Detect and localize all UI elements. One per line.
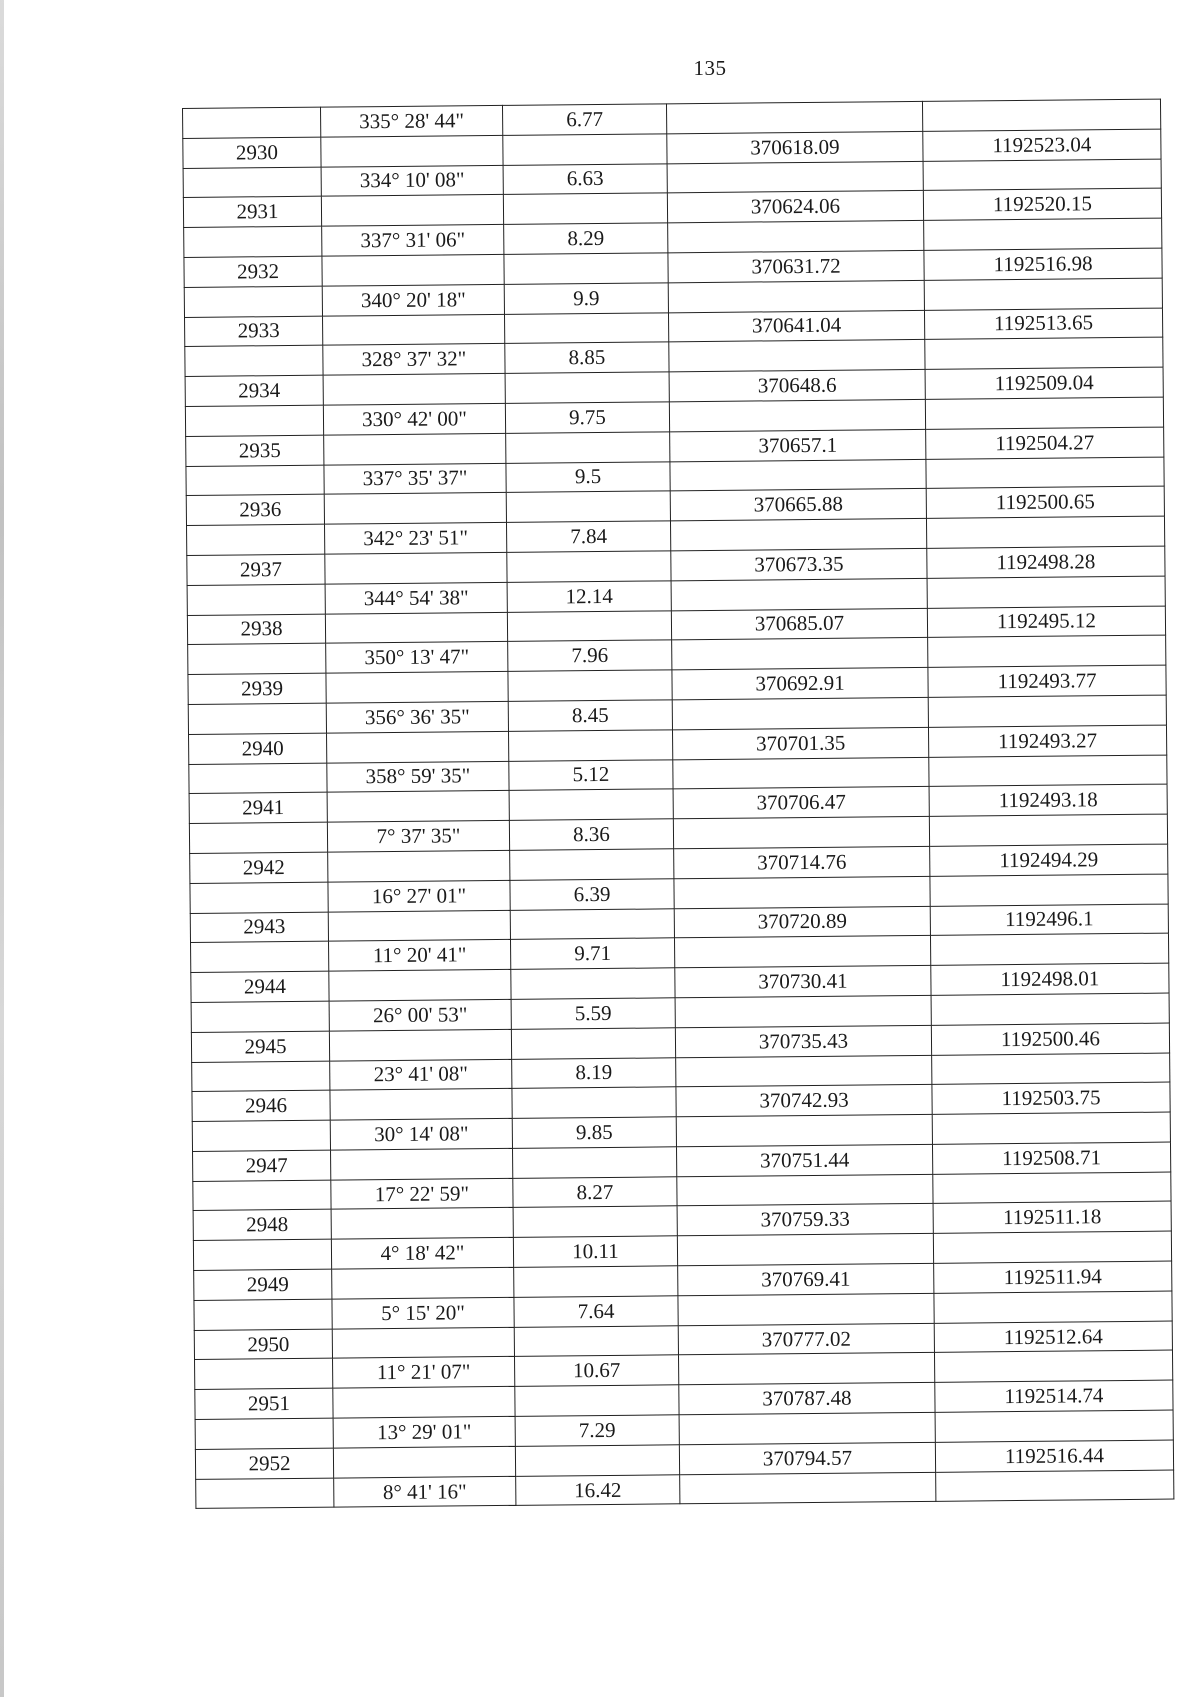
- bearing-cell: 23° 41' 08": [330, 1059, 512, 1091]
- northing-cell: 370730.41: [675, 965, 931, 997]
- bearing-cell: [323, 314, 505, 346]
- easting-cell: 1192520.15: [923, 188, 1161, 220]
- station-cell: [193, 1180, 331, 1211]
- station-cell: 2932: [184, 256, 322, 287]
- bearing-cell: 13° 29' 01": [333, 1416, 515, 1448]
- northing-cell: 370673.35: [671, 548, 927, 580]
- station-cell: 2937: [187, 554, 325, 585]
- station-cell: [189, 763, 327, 794]
- distance-cell: 8.19: [512, 1057, 676, 1088]
- easting-cell: [934, 1351, 1172, 1383]
- bearing-cell: [322, 254, 504, 286]
- table-body: [183, 99, 1174, 1509]
- station-cell: [191, 1001, 329, 1032]
- station-cell: [185, 346, 323, 377]
- bearing-cell: [324, 433, 506, 465]
- northing-cell: [671, 578, 927, 610]
- northing-cell: 370618.09: [667, 131, 923, 163]
- easting-cell: [928, 695, 1166, 727]
- distance-cell: 7.64: [514, 1296, 678, 1327]
- northing-cell: 370631.72: [668, 250, 924, 282]
- distance-cell: 8.85: [505, 342, 669, 373]
- northing-cell: [670, 459, 926, 491]
- distance-cell: [513, 1206, 677, 1237]
- station-cell: 2938: [187, 614, 325, 645]
- easting-cell: 1192523.04: [923, 129, 1161, 161]
- distance-cell: [508, 730, 672, 761]
- distance-cell: [508, 670, 672, 701]
- station-cell: 2933: [185, 316, 323, 347]
- distance-cell: [514, 1266, 678, 1297]
- northing-cell: [672, 638, 928, 670]
- station-cell: 2951: [195, 1388, 333, 1419]
- distance-cell: 9.75: [505, 402, 669, 433]
- distance-cell: [510, 849, 674, 880]
- station-cell: [193, 1239, 331, 1270]
- easting-cell: [930, 874, 1168, 906]
- northing-cell: 370685.07: [671, 608, 927, 640]
- station-cell: 2945: [191, 1031, 329, 1062]
- distance-cell: 8.36: [509, 819, 673, 850]
- bearing-cell: 30° 14' 08": [330, 1118, 512, 1150]
- easting-cell: [936, 1470, 1174, 1502]
- distance-cell: [515, 1445, 679, 1476]
- station-cell: [194, 1299, 332, 1330]
- scan-edge: [0, 0, 4, 1697]
- easting-cell: [925, 337, 1163, 369]
- station-cell: [188, 703, 326, 734]
- distance-cell: [511, 968, 675, 999]
- easting-cell: [924, 278, 1162, 310]
- northing-cell: 370714.76: [674, 846, 930, 878]
- station-cell: 2942: [190, 852, 328, 883]
- bearing-cell: [332, 1267, 514, 1299]
- northing-cell: [674, 876, 930, 908]
- distance-cell: 7.29: [515, 1415, 679, 1446]
- station-cell: [192, 1061, 330, 1092]
- station-cell: [188, 643, 326, 674]
- station-cell: [183, 167, 321, 198]
- bearing-cell: 337° 31' 06": [322, 225, 504, 257]
- bearing-cell: 8° 41' 16": [334, 1476, 516, 1508]
- bearing-cell: 7° 37' 35": [327, 821, 509, 853]
- distance-cell: 9.5: [506, 461, 670, 492]
- bearing-cell: [321, 195, 503, 227]
- bearing-cell: [327, 731, 509, 763]
- easting-cell: [924, 218, 1162, 250]
- easting-cell: [929, 755, 1167, 787]
- distance-cell: 9.85: [512, 1117, 676, 1148]
- northing-cell: 370657.1: [670, 429, 926, 461]
- easting-cell: [934, 1291, 1172, 1323]
- distance-cell: [505, 372, 669, 403]
- bearing-cell: [329, 1029, 511, 1061]
- easting-cell: 1192494.29: [930, 844, 1168, 876]
- northing-cell: [677, 1234, 933, 1266]
- distance-cell: [506, 432, 670, 463]
- distance-cell: [506, 491, 670, 522]
- northing-cell: [678, 1353, 934, 1385]
- bearing-cell: 11° 20' 41": [329, 940, 511, 972]
- bearing-cell: [332, 1327, 514, 1359]
- station-cell: 2946: [192, 1090, 330, 1121]
- northing-cell: [666, 101, 922, 133]
- distance-cell: [509, 789, 673, 820]
- distance-cell: 10.67: [515, 1355, 679, 1386]
- easting-cell: [930, 933, 1168, 965]
- station-cell: 2941: [189, 792, 327, 823]
- bearing-cell: [327, 791, 509, 823]
- northing-cell: [675, 995, 931, 1027]
- distance-cell: 7.96: [508, 640, 672, 671]
- bearing-cell: [333, 1387, 515, 1419]
- distance-cell: 7.84: [506, 521, 670, 552]
- bearing-cell: 334° 10' 08": [321, 165, 503, 197]
- easting-cell: 1192516.44: [935, 1440, 1173, 1472]
- easting-cell: 1192493.27: [928, 725, 1166, 757]
- easting-cell: 1192516.98: [924, 248, 1162, 280]
- northing-cell: 370624.06: [667, 191, 923, 223]
- distance-cell: 6.63: [503, 163, 667, 194]
- bearing-cell: 11° 21' 07": [333, 1357, 515, 1389]
- northing-cell: [668, 221, 924, 253]
- northing-cell: 370794.57: [679, 1442, 935, 1474]
- northing-cell: 370787.48: [679, 1383, 935, 1415]
- distance-cell: 5.12: [509, 759, 673, 790]
- northing-cell: [679, 1412, 935, 1444]
- distance-cell: 6.77: [502, 104, 666, 135]
- northing-cell: [668, 280, 924, 312]
- bearing-cell: 330° 42' 00": [323, 403, 505, 435]
- bearing-cell: [329, 969, 511, 1001]
- easting-cell: 1192514.74: [935, 1380, 1173, 1412]
- easting-cell: 1192493.18: [929, 784, 1167, 816]
- easting-cell: 1192498.28: [927, 546, 1165, 578]
- distance-cell: 6.39: [510, 879, 674, 910]
- northing-cell: [672, 697, 928, 729]
- easting-cell: 1192513.65: [924, 308, 1162, 340]
- easting-cell: 1192504.27: [926, 427, 1164, 459]
- station-cell: 2948: [193, 1210, 331, 1241]
- northing-cell: [676, 1114, 932, 1146]
- station-cell: [187, 524, 325, 555]
- bearing-cell: [328, 910, 510, 942]
- distance-cell: 9.71: [510, 938, 674, 969]
- bearing-cell: [321, 135, 503, 167]
- station-cell: [189, 822, 327, 853]
- bearing-cell: [330, 1089, 512, 1121]
- station-cell: [195, 1359, 333, 1390]
- northing-cell: 370665.88: [670, 489, 926, 521]
- bearing-cell: 328° 37' 32": [323, 344, 505, 376]
- bearing-cell: 26° 00' 53": [329, 999, 511, 1031]
- distance-cell: [514, 1325, 678, 1356]
- bearing-cell: 337° 35' 37": [324, 463, 506, 495]
- distance-cell: 12.14: [507, 581, 671, 612]
- distance-cell: [503, 134, 667, 165]
- station-cell: 2939: [188, 673, 326, 704]
- bearing-cell: [331, 1208, 513, 1240]
- bearing-cell: 335° 28' 44": [320, 105, 502, 137]
- station-cell: 2930: [183, 137, 321, 168]
- easting-cell: [925, 397, 1163, 429]
- distance-cell: 10.11: [513, 1236, 677, 1267]
- northing-cell: [674, 936, 930, 968]
- station-cell: 2947: [193, 1150, 331, 1181]
- bearing-cell: [333, 1446, 515, 1478]
- distance-cell: 5.59: [511, 998, 675, 1029]
- bearing-cell: 5° 15' 20": [332, 1297, 514, 1329]
- northing-cell: [680, 1472, 936, 1504]
- bearing-cell: 17° 22' 59": [331, 1178, 513, 1210]
- bearing-cell: 356° 36' 35": [326, 701, 508, 733]
- station-cell: [186, 465, 324, 496]
- coordinate-table-wrapper: [182, 99, 1173, 1510]
- distance-cell: 8.45: [508, 700, 672, 731]
- station-cell: 2949: [194, 1269, 332, 1300]
- bearing-cell: [324, 493, 506, 525]
- easting-cell: [931, 993, 1169, 1025]
- easting-cell: 1192509.04: [925, 367, 1163, 399]
- distance-cell: [511, 1028, 675, 1059]
- easting-cell: [935, 1410, 1173, 1442]
- easting-cell: 1192500.65: [926, 486, 1164, 518]
- station-cell: 2935: [186, 435, 324, 466]
- northing-cell: [678, 1293, 934, 1325]
- distance-cell: [504, 253, 668, 284]
- easting-cell: 1192500.46: [931, 1023, 1169, 1055]
- northing-cell: 370692.91: [672, 668, 928, 700]
- station-cell: [196, 1478, 334, 1509]
- northing-cell: 370648.6: [669, 370, 925, 402]
- station-cell: [192, 1120, 330, 1151]
- station-cell: 2931: [183, 197, 321, 228]
- distance-cell: [515, 1385, 679, 1416]
- coordinate-table: [182, 99, 1174, 1510]
- station-cell: [195, 1418, 333, 1449]
- distance-cell: 8.27: [513, 1176, 677, 1207]
- station-cell: 2944: [191, 971, 329, 1002]
- station-cell: [187, 584, 325, 615]
- easting-cell: [922, 99, 1160, 131]
- northing-cell: 370769.41: [678, 1263, 934, 1295]
- station-cell: 2940: [189, 733, 327, 764]
- distance-cell: 16.42: [516, 1474, 680, 1505]
- easting-cell: 1192493.77: [928, 665, 1166, 697]
- station-cell: [183, 107, 321, 138]
- northing-cell: 370701.35: [672, 727, 928, 759]
- bearing-cell: [325, 612, 507, 644]
- bearing-cell: 4° 18' 42": [331, 1238, 513, 1270]
- bearing-cell: [328, 850, 510, 882]
- bearing-cell: 358° 59' 35": [327, 761, 509, 793]
- station-cell: [185, 405, 323, 436]
- easting-cell: 1192511.94: [934, 1261, 1172, 1293]
- bearing-cell: 16° 27' 01": [328, 880, 510, 912]
- easting-cell: 1192511.18: [933, 1202, 1171, 1234]
- northing-cell: [670, 519, 926, 551]
- bearing-cell: [326, 672, 508, 704]
- easting-cell: [932, 1053, 1170, 1085]
- station-cell: [184, 286, 322, 317]
- northing-cell: [673, 757, 929, 789]
- bearing-cell: [331, 1148, 513, 1180]
- distance-cell: [507, 551, 671, 582]
- easting-cell: [932, 1112, 1170, 1144]
- northing-cell: [677, 1174, 933, 1206]
- easting-cell: 1192495.12: [927, 606, 1165, 638]
- station-cell: [191, 941, 329, 972]
- northing-cell: [669, 340, 925, 372]
- northing-cell: [669, 399, 925, 431]
- easting-cell: [927, 576, 1165, 608]
- northing-cell: 370777.02: [678, 1323, 934, 1355]
- page-number: 135: [693, 56, 727, 80]
- easting-cell: [933, 1172, 1171, 1204]
- northing-cell: [676, 1055, 932, 1087]
- easting-cell: [928, 635, 1166, 667]
- easting-cell: [926, 457, 1164, 489]
- northing-cell: 370742.93: [676, 1085, 932, 1117]
- distance-cell: [503, 193, 667, 224]
- distance-cell: [504, 312, 668, 343]
- distance-cell: 9.9: [504, 283, 668, 314]
- distance-cell: [512, 1087, 676, 1118]
- easting-cell: [929, 814, 1167, 846]
- distance-cell: [507, 610, 671, 641]
- station-cell: [190, 882, 328, 913]
- northing-cell: [667, 161, 923, 193]
- northing-cell: 370706.47: [673, 787, 929, 819]
- station-cell: 2936: [186, 495, 324, 526]
- easting-cell: 1192498.01: [931, 963, 1169, 995]
- northing-cell: 370735.43: [675, 1025, 931, 1057]
- distance-cell: [510, 908, 674, 939]
- northing-cell: 370720.89: [674, 906, 930, 938]
- northing-cell: 370759.33: [677, 1204, 933, 1236]
- northing-cell: 370751.44: [676, 1144, 932, 1176]
- bearing-cell: [325, 552, 507, 584]
- bearing-cell: 342° 23' 51": [325, 523, 507, 555]
- northing-cell: [673, 816, 929, 848]
- station-cell: 2943: [190, 912, 328, 943]
- bearing-cell: [323, 374, 505, 406]
- easting-cell: [926, 516, 1164, 548]
- bearing-cell: 344° 54' 38": [325, 582, 507, 614]
- easting-cell: 1192503.75: [932, 1082, 1170, 1114]
- easting-cell: 1192512.64: [934, 1321, 1172, 1353]
- distance-cell: [513, 1147, 677, 1178]
- station-cell: 2934: [185, 375, 323, 406]
- station-cell: [184, 226, 322, 257]
- easting-cell: 1192496.1: [930, 904, 1168, 936]
- easting-cell: [923, 159, 1161, 191]
- northing-cell: 370641.04: [668, 310, 924, 342]
- station-cell: 2952: [195, 1448, 333, 1479]
- station-cell: 2950: [194, 1329, 332, 1360]
- distance-cell: 8.29: [504, 223, 668, 254]
- easting-cell: [933, 1231, 1171, 1263]
- bearing-cell: 350° 13' 47": [326, 642, 508, 674]
- bearing-cell: 340° 20' 18": [322, 284, 504, 316]
- easting-cell: 1192508.71: [932, 1142, 1170, 1174]
